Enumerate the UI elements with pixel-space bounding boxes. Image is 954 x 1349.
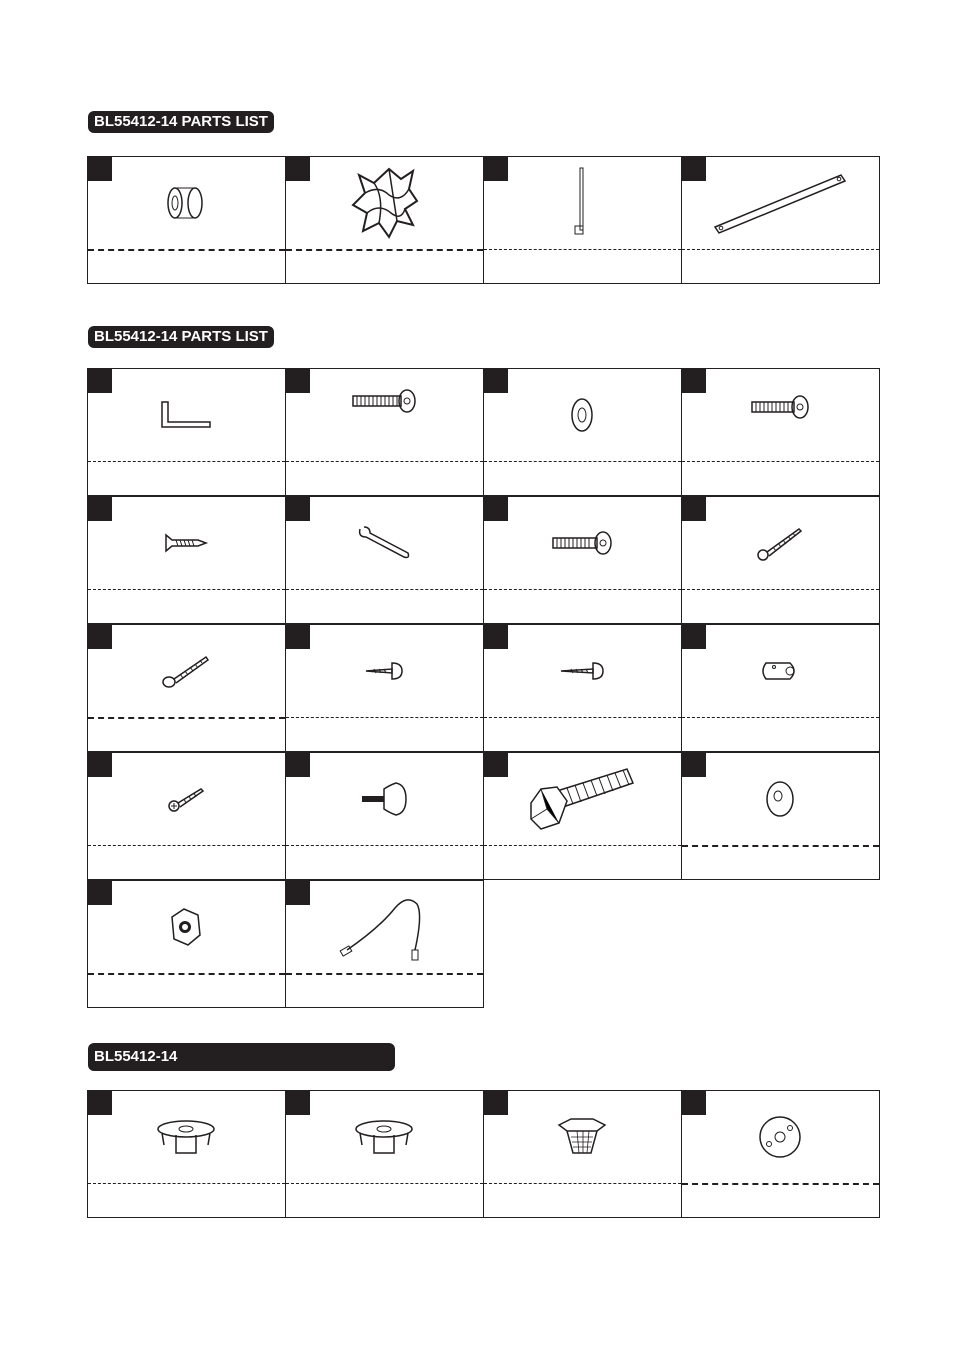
washer-icon: [764, 779, 796, 824]
round-plate-icon: [757, 1114, 803, 1165]
part-cell: [483, 752, 683, 880]
part-cell: [285, 752, 485, 880]
hex-bolt-icon: [351, 388, 417, 419]
hex-bolt-short-icon: [750, 394, 810, 425]
section-title-1: BL55412-14 PARTS LIST: [88, 111, 274, 133]
part-cell: [87, 752, 287, 880]
section-title-3: BL55412-14: [88, 1043, 395, 1071]
parts-grid-3: [88, 1090, 880, 1218]
part-cell: [285, 156, 485, 284]
part-cell: [285, 368, 485, 496]
wrench-icon: [356, 525, 412, 566]
tee-nut-icon: [354, 1117, 414, 1162]
part-cell: [285, 624, 485, 752]
part-cell: [483, 156, 683, 284]
part-cell: [87, 156, 287, 284]
part-cell: [681, 752, 881, 880]
usb-cable-icon: [339, 892, 429, 967]
large-hex-bolt-icon: [527, 763, 637, 840]
parts-grid-2: [88, 368, 880, 1008]
tee-nut-icon: [156, 1117, 216, 1162]
part-cell: [681, 496, 881, 624]
part-cell: [681, 624, 881, 752]
part-cell: [87, 624, 287, 752]
part-cell: [87, 496, 287, 624]
basket-cap-icon: [557, 1117, 607, 1162]
part-cell: [285, 880, 485, 1008]
part-cell: [681, 1090, 881, 1218]
pan-head-screw-icon: [559, 660, 605, 687]
phillips-screw-icon: [167, 785, 205, 818]
part-cell: [483, 368, 683, 496]
section-title-2: BL55412-14 PARTS LIST: [88, 326, 274, 348]
hex-bolt-icon: [551, 530, 613, 561]
net-icon: [349, 165, 419, 245]
barrel-nut-icon: [760, 659, 800, 688]
pan-head-screw-icon: [364, 660, 404, 687]
part-cell: [483, 624, 683, 752]
part-cell: [87, 880, 287, 1008]
part-cell: [483, 1090, 683, 1218]
part-cell: [483, 496, 683, 624]
part-cell: [681, 156, 881, 284]
spool-icon: [161, 183, 211, 228]
parts-grid-1: [88, 156, 880, 284]
part-cell: [681, 368, 881, 496]
wood-screw-icon: [757, 525, 803, 566]
flat-bar-icon: [713, 173, 848, 238]
part-cell: [285, 496, 485, 624]
rod-bracket-icon: [572, 168, 592, 243]
part-cell: [285, 1090, 485, 1218]
part-cell: [87, 1090, 287, 1218]
washer-icon: [570, 397, 594, 438]
countersunk-screw-icon: [164, 533, 208, 558]
hex-nut-icon: [168, 907, 204, 952]
wood-screw-icon: [162, 653, 210, 694]
thumb-screw-icon: [360, 781, 408, 822]
allen-key-icon: [160, 400, 212, 435]
part-cell: [87, 368, 287, 496]
